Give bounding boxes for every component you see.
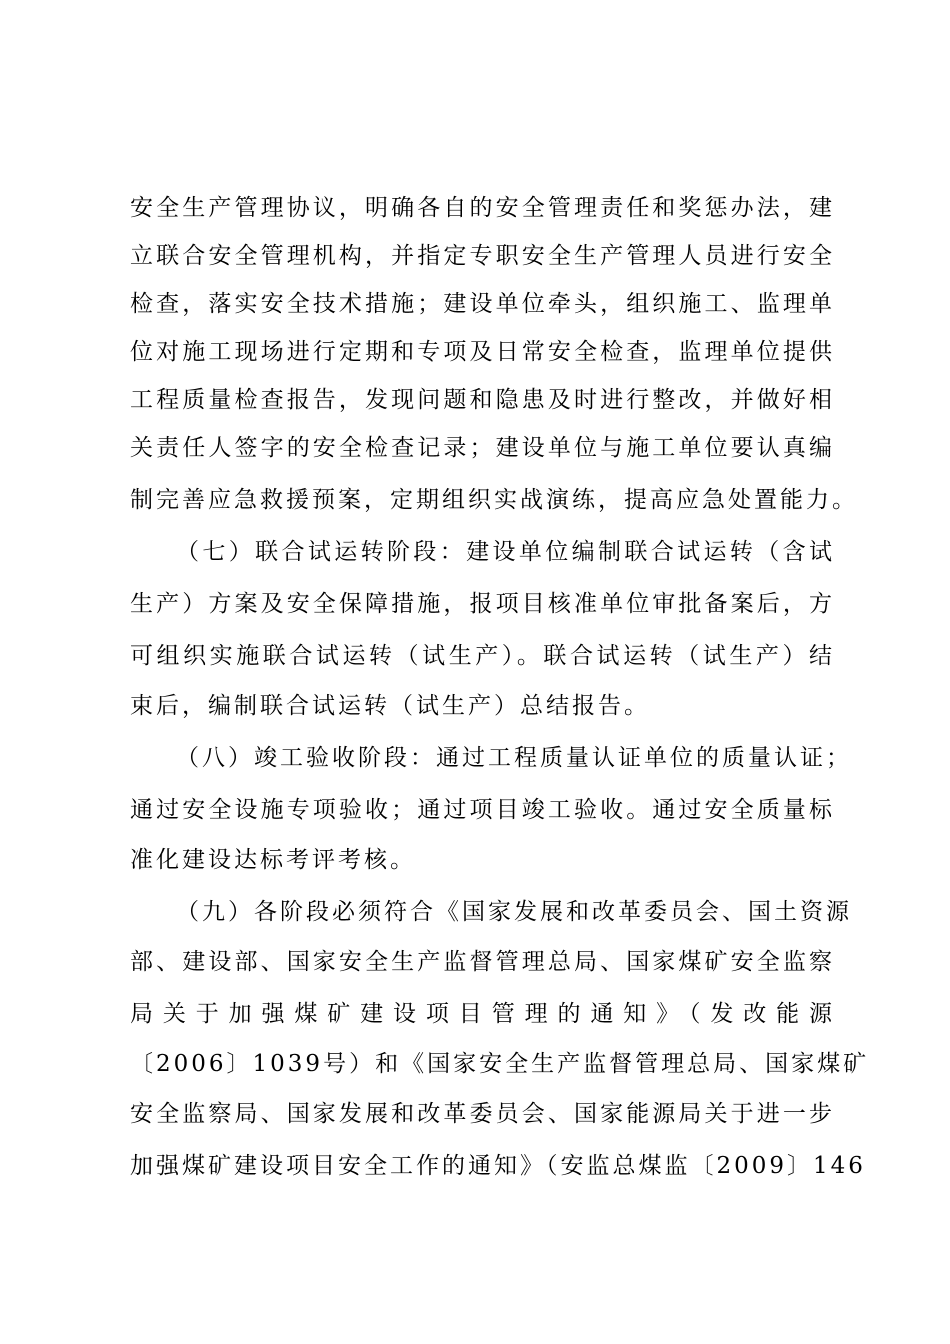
body-text-line: 准化建设达标考评考核。 [130, 847, 416, 873]
body-text-line: 工程质量检查报告，发现问题和隐患及时进行整改，并做好相 [130, 387, 835, 413]
body-text-line: 检查，落实安全技术措施；建设单位牵头，组织施工、监理单 [130, 291, 835, 317]
body-text-line: 安全监察局、国家发展和改革委员会、国家能源局关于进一步 [130, 1101, 835, 1127]
body-text-line: 安全生产管理协议，明确各自的安全管理责任和奖惩办法，建 [130, 195, 835, 221]
body-text-line: 部、建设部、国家安全生产监督管理总局、国家煤矿安全监察 [130, 949, 835, 975]
section-heading-line: （九）各阶段必须符合《国家发展和改革委员会、国土资源 [176, 899, 852, 925]
body-text-line: 生产）方案及安全保障措施，报项目核准单位审批备案后，方 [130, 591, 835, 617]
body-text-line: 关责任人签字的安全检查记录；建设单位与施工单位要认真编 [130, 435, 835, 461]
body-text-line: 加强煤矿建设项目安全工作的通知》（安监总煤监〔2009〕146 [130, 1153, 866, 1179]
body-text-line: 可组织实施联合试运转（试生产）。联合试运转（试生产）结 [130, 643, 835, 669]
body-text-line: 通过安全设施专项验收；通过项目竣工验收。通过安全质量标 [130, 797, 835, 823]
body-text-line: 〔2006〕1039号）和《国家安全生产监督管理总局、国家煤矿 [130, 1051, 870, 1077]
section-heading-line: （七）联合试运转阶段：建设单位编制联合试运转（含试 [176, 539, 835, 565]
body-text-line: 立联合安全管理机构，并指定专职安全生产管理人员进行安全 [130, 243, 835, 269]
body-text-line: 位对施工现场进行定期和专项及日常安全检查，监理单位提供 [130, 339, 835, 365]
section-heading-line: （八）竣工验收阶段：通过工程质量认证单位的质量认证； [176, 745, 852, 771]
body-text-line: 束后，编制联合试运转（试生产）总结报告。 [130, 693, 650, 719]
body-text-line: 制完善应急救援预案，定期组织实战演练，提高应急处置能力。 [130, 487, 858, 513]
body-text-line: 局关于加强煤矿建设项目管理的通知》（发改能源 [130, 1001, 835, 1027]
